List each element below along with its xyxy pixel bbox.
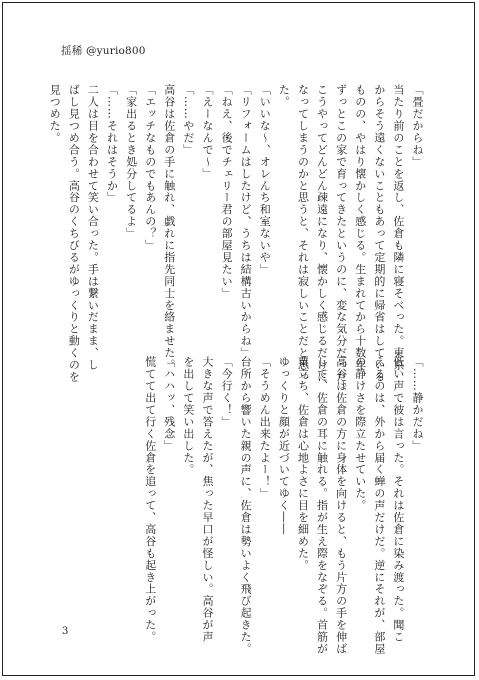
text-line: 高谷は佐倉の方に身体を向けると、もう片方の手を伸ば <box>334 356 348 655</box>
text-line: ばし見つめ合う。高谷のくちびるがゆっくりと動くのを <box>67 84 81 383</box>
text-line: 高谷は佐倉の手に触れ、戯れに指先同士を絡ませた。 <box>162 84 176 371</box>
text-line: ゆっくりと顔が近づいてゆく―― <box>277 356 291 536</box>
text-line: して、佐倉の耳に触れる。指が生え際をなぞる。首筋が <box>315 356 329 655</box>
text-line: えるのは、外から届く蝉の声だけだ。逆にそれが、部屋 <box>372 356 386 655</box>
text-line: ものの、やはり懐かしく感じる。生まれてから十数年 <box>353 84 367 371</box>
text-line: 「そうめん出来たよー！」 <box>258 356 272 500</box>
text-line: 「ハハッ、残念」 <box>162 356 176 452</box>
text-line: 当たり前のことを返し、佐倉も隣に寝そべった。東京 <box>391 84 405 371</box>
text-line: 「いいな～、オレんち和室ないや」 <box>258 84 272 276</box>
text-line: 「今行く！」 <box>220 356 234 428</box>
text-line: 「家出るとき処分してるよ」 <box>124 84 138 240</box>
text-line: 「ねえ、後でチェリー君の部屋見たい」 <box>220 84 234 300</box>
text-line: 「……やだ」 <box>181 84 195 156</box>
text-line: 「えーなんで～」 <box>200 84 214 180</box>
text-line: を出して笑い出した。 <box>181 356 195 476</box>
text-line: た。 <box>277 84 291 108</box>
author-credit: 揺稀 @yurio800 <box>61 45 146 57</box>
page-number: 3 <box>62 626 69 637</box>
text-line: こうやってどんどん疎遠になり、懐かしく感じるだけに <box>315 84 329 383</box>
text-line: ずっとこの家で育ってきたというのに、変な気分だった。 <box>334 84 348 395</box>
text-line: 慌てて出て行く佐倉を追って、高谷も起き上がった。 <box>143 356 157 643</box>
text-line: 「……それはそうか」 <box>105 84 119 204</box>
text-line: なってしまうのかと思うと、それは寂しいことだと思っ <box>296 84 310 383</box>
text-line: 見つめた。 <box>48 84 62 144</box>
text-line: 大きな声で答えたが、焦った早口が怪しい。高谷が声 <box>200 356 214 643</box>
text-line: からそう遠くないこともあって定期的に帰省はしている <box>372 84 386 383</box>
text-line: 「リフォームはしたけど、うちは結構古いからね」 <box>239 84 253 359</box>
text-line: 粟立ち、佐倉は心地よさに目を細めた。 <box>296 356 310 572</box>
text-line: 台所から響いた親の声に、佐倉は勢いよく飛び起きた。 <box>239 356 253 655</box>
text-line: 「……静かだね」 <box>411 356 424 452</box>
text-line: 「エッチなものでもあんの？」 <box>143 84 157 252</box>
text-line: 二人は目を合わせて笑い合った。手は繋いだまま、し <box>86 84 100 371</box>
text-line: 「畳だからね」 <box>411 84 424 168</box>
lower-text-block <box>141 356 427 655</box>
text-line: 低い声で彼は言った。それは佐倉に染み渡った。聞こ <box>391 356 405 643</box>
text-line: の静けさを際立たせていた。 <box>353 356 367 512</box>
